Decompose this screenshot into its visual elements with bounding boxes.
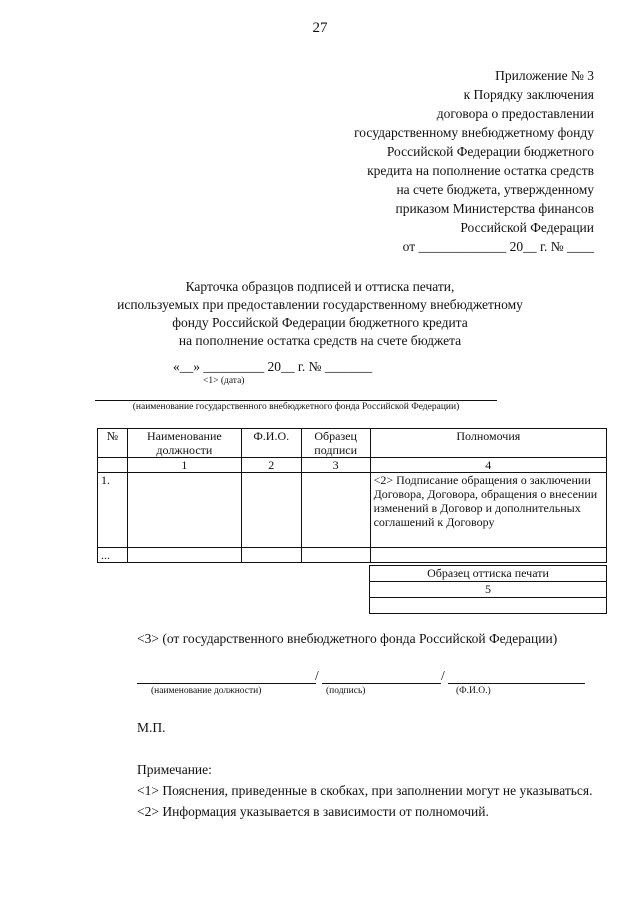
- appendix-line: кредита на пополнение остатка средств: [367, 163, 594, 178]
- signature-cell: [301, 473, 370, 548]
- title-line: Карточка образцов подписей и оттиска печати,: [185, 279, 455, 294]
- seal-imprint-cell: [370, 598, 607, 614]
- header-powers: Полномочия: [370, 429, 606, 458]
- appendix-date-line: от _____________ 20__ г. № ____: [402, 239, 594, 254]
- appendix-line: Российской Федерации: [460, 220, 594, 235]
- title-line: на пополнение остатка средств на счете бюджета: [178, 333, 462, 348]
- title-line: используемых при предоставлении государственному внебюджетному: [117, 297, 523, 312]
- note-2: <2> Информация указывается в зависимости от полномочий.: [137, 804, 489, 819]
- appendix-line: к Порядку заключения: [463, 87, 594, 102]
- powers-cell: [370, 548, 606, 563]
- row-number: ...: [98, 548, 128, 563]
- signature-section-heading: [97, 628, 608, 649]
- position-caption: (наименование должности): [151, 686, 262, 696]
- appendix-line: Российской Федерации бюджетного: [386, 144, 594, 159]
- full-name-cell: [241, 548, 301, 563]
- column-number: 3: [301, 458, 370, 473]
- seal-place-mark: М.П.: [137, 720, 166, 735]
- notes-heading: Примечание:: [137, 762, 212, 777]
- notes-section: [97, 759, 608, 822]
- name-signature-line: [448, 683, 585, 684]
- name-caption: (Ф.И.О.): [456, 686, 491, 696]
- signature-cell: [301, 548, 370, 563]
- appendix-line: государственному внебюджетному фонду: [354, 125, 594, 140]
- position-cell: [127, 548, 241, 563]
- date-note: <1> (дата): [203, 376, 245, 386]
- seal-label: Образец оттиска печати: [370, 566, 607, 582]
- column-number: 2: [241, 458, 301, 473]
- title-line: фонду Российской Федерации бюджетного кредита: [172, 315, 468, 330]
- note-1: <1> Пояснения, приведенные в скобках, при заполнении могут не указываться.: [137, 783, 593, 798]
- date-number-line: «__» _________ 20__ г. № _______: [173, 359, 373, 374]
- full-name-cell: [241, 473, 301, 548]
- fund-name-line: [95, 400, 497, 401]
- appendix-line: приказом Министерства финансов: [395, 201, 594, 216]
- powers-cell: <2> Подписание обращения о заключении Договора, Договора, обращения о внесении изменений в Договор и дополнительных соглашений к Договору: [370, 473, 606, 548]
- header-number: №: [98, 429, 128, 458]
- header-full-name: Ф.И.О.: [241, 429, 301, 458]
- appendix-line: на счете бюджета, утвержденному: [396, 182, 594, 197]
- header-position: Наименование должности: [127, 429, 241, 458]
- appendix-line: договора о предоставлении: [436, 106, 594, 121]
- column-number: 4: [370, 458, 606, 473]
- page-number: 27: [312, 20, 328, 36]
- document-title: [0, 278, 640, 350]
- header-signature-sample: Образец подписи: [301, 429, 370, 458]
- appendix-line: Приложение № 3: [495, 68, 594, 83]
- empty-cell: [98, 458, 128, 473]
- signature-line: [322, 683, 441, 684]
- table-row: [98, 548, 607, 563]
- position-signature-line: [137, 683, 316, 684]
- table-header-row: [98, 429, 607, 458]
- table-numbers-row: [98, 458, 607, 473]
- column-number: 1: [127, 458, 241, 473]
- signatures-table: [97, 428, 607, 563]
- seal-table: [369, 565, 607, 614]
- signature-paragraph-text: <3> (от государственного внебюджетного фонда Российской Федерации): [137, 631, 558, 646]
- table-row: [98, 473, 607, 548]
- signature-caption: (подпись): [326, 686, 366, 696]
- appendix-header: [354, 66, 594, 256]
- fund-name-caption: (наименование государственного внебюджетного фонда Российской Федерации): [132, 402, 460, 412]
- separator-slash: /: [315, 668, 319, 683]
- separator-slash: /: [441, 668, 445, 683]
- seal-column-number: 5: [370, 582, 607, 598]
- position-cell: [127, 473, 241, 548]
- row-number: 1.: [98, 473, 128, 548]
